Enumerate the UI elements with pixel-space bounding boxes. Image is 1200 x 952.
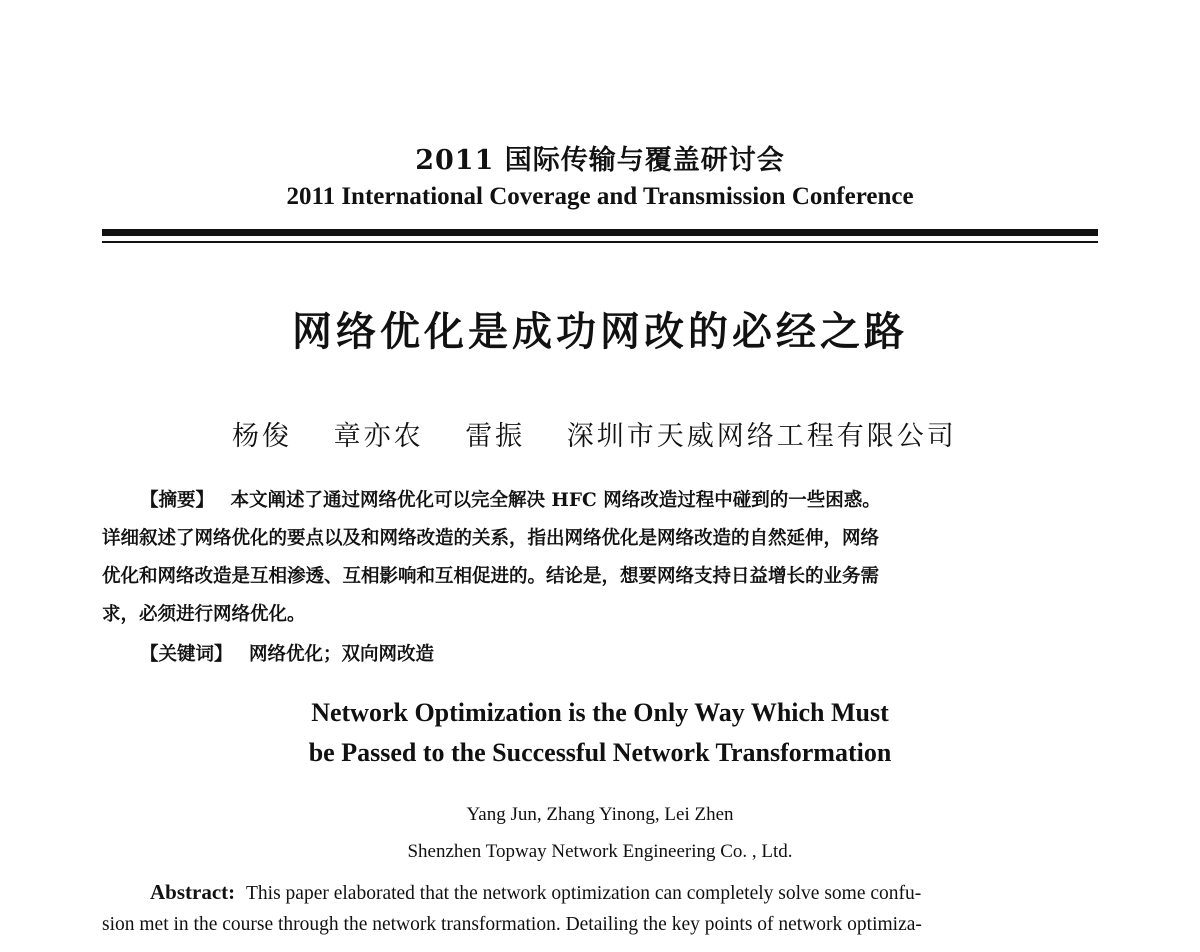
abstract-cn-line: 详细叙述了网络优化的要点以及和网络改造的关系，指出网络优化是网络改造的自然延伸，网络 (102, 528, 880, 549)
author-name: 章亦农 (333, 421, 424, 452)
abstract-en-line (150, 880, 921, 905)
abstract-cn-text: 本文阐述了通过网络优化可以完全解决 HFC 网络改造过程中碰到的一些困惑。 (230, 490, 881, 511)
abstract-en-label: Abstract: (150, 880, 236, 904)
author-name: 雷振 (465, 421, 526, 452)
keywords-cn (140, 640, 434, 666)
abstract-en-line: sion met in the course through the network transformation. Detailing the key points of network optimiza- (102, 914, 922, 935)
author-name: 杨俊 (232, 421, 292, 452)
keywords-cn-text: 网络优化；双向网改造 (248, 644, 434, 665)
abstract-cn-label: 【摘要】 (140, 490, 215, 511)
paper-title-cn: 网络优化是成功网改的必经之路 (292, 309, 908, 355)
abstract-cn-line: 求，必须进行网络优化。 (102, 604, 306, 625)
affiliation-en: Shenzhen Topway Network Engineering Co. , Ltd. (407, 841, 793, 862)
abstract-en-text: This paper elaborated that the network optimization can completely solve some confu- (246, 883, 922, 904)
header-rule-thin (102, 241, 1098, 243)
conference-title-en: 2011 International Coverage and Transmission Conference (286, 183, 914, 210)
header-rule-thick (102, 229, 1098, 236)
conference-title-cn: 2011 国际传输与覆盖研讨会 (415, 145, 785, 176)
paper-title-en-line: be Passed to the Successful Network Transformation (308, 738, 892, 767)
authors-cn (232, 414, 987, 453)
paper-title-en-line: Network Optimization is the Only Way Which Must (311, 698, 889, 727)
affiliation-cn: 深圳市天威网络工程有限公司 (566, 421, 957, 452)
abstract-cn-line (140, 486, 881, 512)
keywords-cn-label: 【关键词】 (140, 644, 233, 665)
abstract-cn-line: 优化和网络改造是互相渗透、互相影响和互相促进的。结论是，想要网络支持日益增长的业务需 (102, 566, 880, 587)
authors-en: Yang Jun, Zhang Yinong, Lei Zhen (466, 804, 734, 825)
